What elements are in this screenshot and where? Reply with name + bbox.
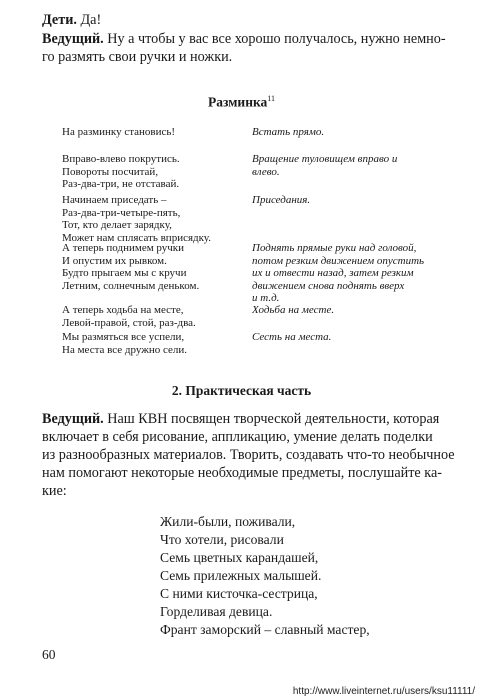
verse-block	[62, 194, 211, 244]
action-line: влево.	[252, 165, 280, 178]
action-block	[252, 304, 334, 317]
practice-line: из разнообразных материалов. Творить, создавать что-то необычное	[42, 447, 455, 463]
verse-line: Повороты посчитай,	[62, 165, 159, 178]
verse-line: Будто прыгаем мы с кручи	[62, 267, 187, 279]
verse-line: И опустим их рывком.	[62, 254, 167, 267]
host-line-1	[42, 31, 446, 48]
children-reply: Да!	[76, 12, 102, 28]
verse-line: Летним, солнечным деньком.	[62, 279, 200, 292]
practice-line-1	[42, 411, 439, 428]
practice-line: включает в себя рисование, аппликацию, умение делать поделки	[42, 429, 433, 445]
action-block	[252, 153, 397, 178]
action-block	[252, 331, 331, 344]
action-line: потом резким движением опустить	[252, 254, 425, 267]
action-line: Вращение туловищем вправо и	[252, 153, 398, 165]
poem-line: Жили-были, поживали,	[160, 514, 296, 529]
poem-line: Семь цветных карандашей,	[160, 550, 319, 565]
host-line-2: го размять свои ручки и ножки.	[42, 49, 233, 65]
source-watermark: http://www.liveinternet.ru/users/ksu11111/	[292, 686, 475, 697]
verse-line: А теперь поднимем ручки	[62, 242, 185, 254]
verse-line: Левой-правой, стой, раз-два.	[62, 316, 196, 329]
verse-block	[62, 126, 175, 139]
action-line: и т.д.	[252, 292, 280, 304]
section-title: 2. Практическая часть	[171, 383, 312, 398]
page-number: 60	[42, 647, 56, 662]
verse-line: Тот, кто делает зарядку,	[62, 219, 172, 231]
action-line: Встать прямо.	[252, 126, 325, 138]
poem-line: Семь прилежных малышей.	[160, 568, 322, 583]
practice-line: кие:	[42, 483, 67, 499]
practice-line: нам помогают некоторые необходимые предметы, послушайте ка-	[42, 465, 442, 481]
verse-block	[62, 304, 196, 329]
action-line: Сесть на места.	[252, 331, 332, 343]
action-line: Поднять прямые руки над головой,	[252, 242, 417, 254]
host-speaker: Ведущий.	[42, 31, 104, 47]
verse-line: Может нам сплясать вприсядку.	[62, 231, 211, 244]
host-text-1: Ну а чтобы у вас все хорошо получалось, нужно немно-	[103, 31, 446, 47]
action-block	[252, 242, 424, 305]
verse-line: Раз-два-три, не отставай.	[62, 178, 180, 190]
children-speaker: Дети.	[42, 12, 77, 28]
action-line: Ходьба на месте.	[252, 304, 335, 316]
warmup-title	[0, 94, 483, 111]
verse-line: На разминку становись!	[62, 126, 176, 138]
footnote-mark: 11	[267, 94, 275, 103]
practice-host-speaker: Ведущий.	[42, 411, 104, 427]
verse-line: Раз-два-три-четыре-пять,	[62, 206, 181, 219]
action-line: их и отвести назад, затем резким	[252, 267, 414, 279]
verse-block	[62, 242, 199, 292]
poem-line: Франт заморский – славный мастер,	[160, 622, 370, 637]
warmup-title-text: Разминка	[207, 94, 268, 110]
verse-line: Вправо-влево покрутись.	[62, 153, 180, 165]
verse-line: Мы размяться все успели,	[62, 331, 185, 343]
practice-text: Наш КВН посвящен творческой деятельности, которая	[103, 411, 440, 427]
verse-block	[62, 331, 187, 356]
action-line: Приседания.	[252, 194, 311, 206]
action-line: движением снова поднять вверх	[252, 279, 405, 292]
poem-line: Горделивая девица.	[160, 604, 273, 619]
verse-line: А теперь ходьба на месте,	[62, 304, 184, 316]
poem-line: Что хотели, рисовали	[160, 532, 284, 547]
verse-block	[62, 153, 180, 191]
action-block	[252, 194, 310, 207]
verse-line: На места все дружно сели.	[62, 343, 187, 356]
children-line	[42, 12, 101, 29]
poem-line: С ними кисточка-сестрица,	[160, 586, 318, 601]
verse-line: Начинаем приседать –	[62, 194, 167, 206]
action-block	[252, 126, 324, 139]
